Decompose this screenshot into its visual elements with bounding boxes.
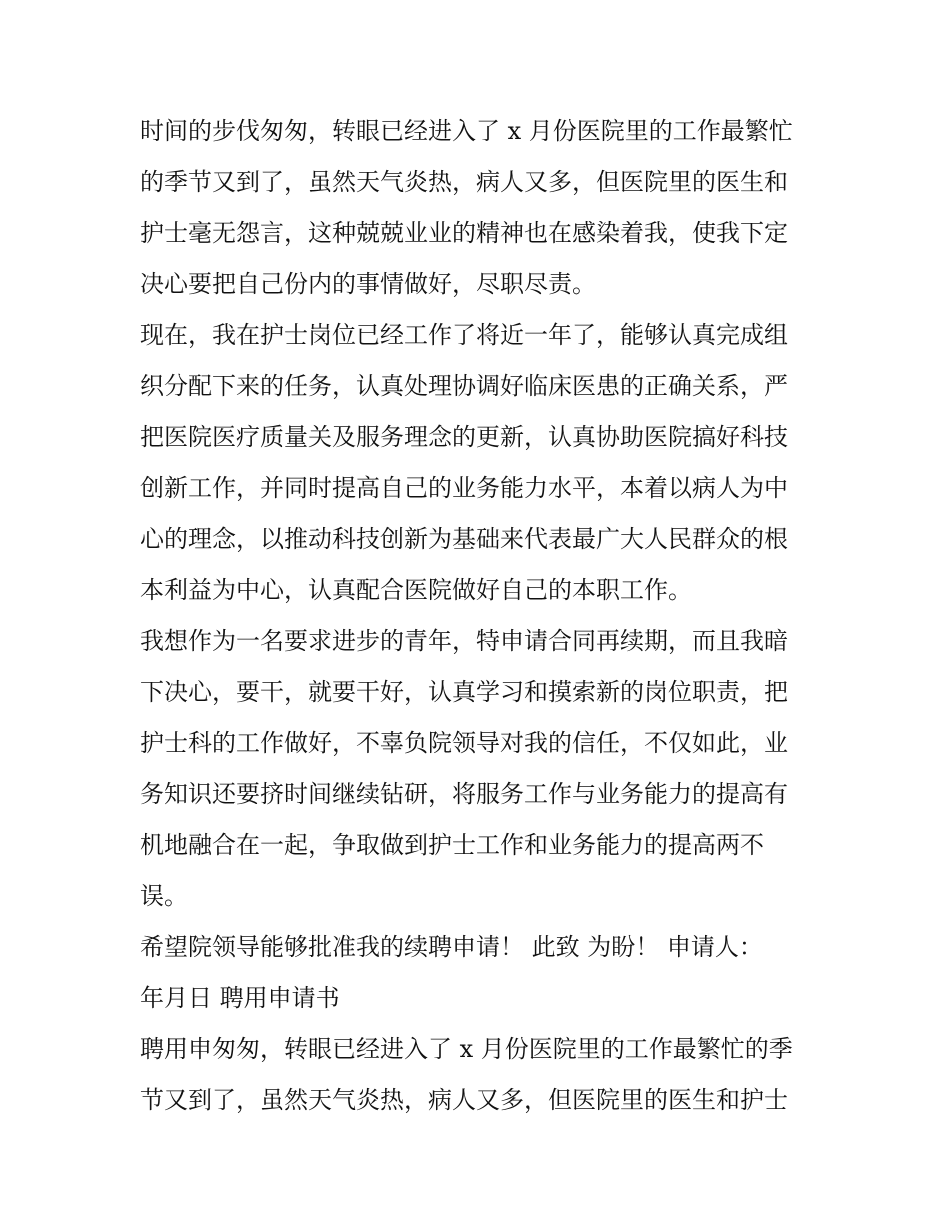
text-line: 本利益为中心，认真配合医院做好自己的本职工作。 (140, 576, 692, 604)
text-line: 的季节又到了，虽然天气炎热，病人又多，但医院里的医生和 (140, 168, 788, 196)
text-line: 下决心，要干，就要干好，认真学习和摸索新的岗位职责，把 (140, 678, 788, 706)
text-line: 决心要把自己份内的事情做好，尽职尽责。 (140, 270, 596, 298)
text-line: 护士科的工作做好，不辜负院领导对我的信任，不仅如此，业 (140, 729, 788, 757)
text-line: 我想作为一名要求进步的青年，特申请合同再续期，而且我暗 (140, 627, 788, 655)
text-line: 节又到了，虽然天气炎热，病人又多，但医院里的医生和护士 (140, 1086, 788, 1114)
text-line: 把医院医疗质量关及服务理念的更新，认真协助医院搞好科技 (140, 423, 788, 451)
text-line: 务知识还要挤时间继续钻研，将服务工作与业务能力的提高有 (140, 780, 788, 808)
text-line: 聘用申匆匆，转眼已经进入了 x 月份医院里的工作最繁忙的季 (140, 1035, 793, 1063)
text-line: 现在，我在护士岗位已经工作了将近一年了，能够认真完成组 (140, 321, 788, 349)
text-line: 年月日 聘用申请书 (140, 984, 340, 1012)
text-line: 时间的步伐匆匆，转眼已经进入了 x 月份医院里的工作最繁忙 (140, 117, 793, 145)
text-line: 护士毫无怨言，这种兢兢业业的精神也在感染着我，使我下定 (140, 219, 788, 247)
text-line: 误。 (140, 882, 188, 910)
text-line: 织分配下来的任务，认真处理协调好临床医患的正确关系，严 (140, 372, 788, 400)
text-line: 创新工作，并同时提高自己的业务能力水平，本着以病人为中 (140, 474, 788, 502)
text-line: 机地融合在一起，争取做到护士工作和业务能力的提高两不 (140, 831, 764, 859)
text-line: 希望院领导能够批准我的续聘申请！ 此致 为盼！ 申请人： (140, 933, 763, 961)
document-body (140, 106, 830, 1126)
text-line: 心的理念，以推动科技创新为基础来代表最广大人民群众的根 (140, 525, 788, 553)
